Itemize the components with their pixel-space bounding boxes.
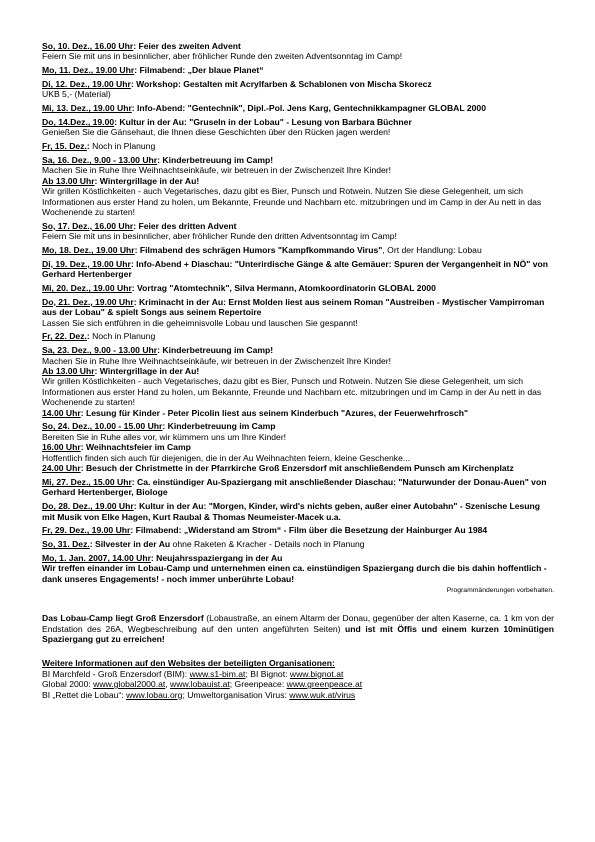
event-title: Kinderbetreuung im Camp! xyxy=(162,155,274,165)
event-title: Kinderbetreuung im Camp! xyxy=(162,345,274,356)
org-label: Global 2000: xyxy=(42,679,94,690)
event-subitem: 24.00 Uhr: Besuch der Christmette in der Pfarrkirche Groß Enzersdorf mit anschließendem Punsch am Kirchenplatz xyxy=(42,463,514,474)
program-change-note: Programmänderungen vorbehalten. xyxy=(446,587,554,595)
event-date: Mo, 18. Dez., 19.00 Uhr xyxy=(42,245,135,256)
location-body: (Lobaustraße, an einem Altarm der Donau, gegenüber der alten Kaserne, ca. 1 km von der Endstation des 26A, Wegbeschreibung auf den unten angeführten Seiten) xyxy=(42,613,554,634)
event-description: Machen Sie in Ruhe Ihre Weihnachtseinkäufe, wir betreuen in der Zwischenzeit Ihre Kinder! xyxy=(42,165,392,176)
event-date: So, 17. Dez., 16.00 Uhr xyxy=(42,220,134,231)
event-date: Mo, 11. Dez., 19.00 Uhr xyxy=(42,65,135,76)
info-section xyxy=(42,658,554,700)
event-title: Feier des zweiten Advent xyxy=(138,41,241,51)
event-date: Do, 21. Dez., 19.00 Uhr xyxy=(42,296,134,307)
event-tail: , Ort der Handlung: Lobau xyxy=(382,245,482,256)
event-date: Do, 28. Dez., 19.00 Uhr xyxy=(42,501,134,512)
event-date: Di, 12. Dez., 19.00 Uhr xyxy=(42,79,131,89)
event-title: Workshop: Gestalten mit Acrylfarben & Schablonen von Mischa Skorecz xyxy=(136,79,432,89)
link-lobau-org[interactable]: www.lobau.org xyxy=(126,689,183,700)
event-date: Di, 19. Dez., 19.00 Uhr xyxy=(42,258,131,269)
event-description: Wir treffen einander im Lobau-Camp und unternehmen einen ca. einstündigen Spaziergang durch die bis dahin hoffentlich - dank unseres Engagements! - noch immer unberührte Lobau! xyxy=(42,563,547,584)
link-bignot[interactable]: www.bignot.at xyxy=(289,668,344,679)
link-greenpeace[interactable]: www.greenpeace.at xyxy=(286,679,363,690)
event-item: Do, 28. Dez., 19.00 Uhr: Kultur in der Au: "Morgen, Kinder, wird's nichts geben, außer einer Autobahn" - Szenische Lesung mit Musik von Elke Hagen, Kurt Raubal & Thomas Neumeister-Macek u.a. xyxy=(42,501,541,522)
info-heading: Weitere Informationen auf den Websites der beteiligten Organisationen: xyxy=(42,658,335,669)
event-item: Di, 19. Dez., 19.00 Uhr: Info-Abend + Diaschau: "Unterirdische Gänge & alte Gemäuer: Spuren der Vergangenheit in NÖ" von Gerhard Hertenberger xyxy=(42,258,548,280)
event-sub-time: 14.00 Uhr xyxy=(42,407,81,418)
event-sub-description: Hoffentlich finden sich auch für diejenigen, die in der Au Weihnachten feiern, kleine Geschenke... xyxy=(42,452,411,463)
event-date: Mi, 20. Dez., 19.00 Uhr xyxy=(42,283,132,294)
event-description: Lassen Sie sich entführen in die geheimnisvolle Lobau und lauschen Sie gespannt! xyxy=(42,317,358,328)
event-item: Fr, 29. Dez., 19.00 Uhr: Filmabend: „Widerstand am Strom“ - Film über die Besetzung der Hainburger Au 1984 xyxy=(42,525,488,536)
event-date: Mo, 1. Jan. 2007, 14.00 Uhr xyxy=(42,552,151,563)
separator: , xyxy=(165,679,171,690)
info-line xyxy=(42,679,554,689)
event-status: Noch in Planung xyxy=(92,331,156,342)
event-date: Mi, 27. Dez., 15.00 Uhr xyxy=(42,476,132,487)
event-description: Feiern Sie mit uns in besinnlicher, aber fröhlicher Runde den dritten Adventsonntag im Camp! xyxy=(42,231,397,242)
event-title: Kriminacht in der Au: Ernst Molden liest aus seinem Roman "Austreiben - Mystischer Vampirroman aus der Lobau" & spielt Songs aus seinem Repertoire xyxy=(42,296,545,318)
location-lead: Das Lobau-Camp liegt Groß Enzersdorf xyxy=(42,613,204,624)
event-title: Filmabend des schrägen Humors "Kampfkommando Virus" xyxy=(139,245,383,256)
event-subitem: 16.00 Uhr: Weihnachtsfeier im Camp xyxy=(42,442,191,453)
event-date: Sa, 23. Dez., 9.00 - 13.00 Uhr xyxy=(42,345,158,356)
event-title: Vortrag "Atomtechnik", Silva Hermann, Atomkoordinatorin GLOBAL 2000 xyxy=(137,283,436,294)
event-item: Fr, 15. Dez.: Noch in Planung xyxy=(42,141,156,152)
event-date: So, 10. Dez., 16.00 Uhr xyxy=(42,41,134,51)
event-date: Mi, 13. Dez., 19.00 Uhr xyxy=(42,103,132,114)
event-sub-time: Ab 13.00 Uhr xyxy=(42,175,95,186)
event-title: Neujahrsspaziergang in der Au xyxy=(156,552,283,563)
event-date: So, 24. Dez., 10.00 - 15.00 Uhr xyxy=(42,421,163,432)
org-label: BI „Rettet die Lobau“: xyxy=(42,689,127,700)
info-line xyxy=(42,690,554,700)
event-item: So, 17. Dez., 16.00 Uhr: Feier des dritten Advent Feiern Sie mit uns in besinnlicher, aber fröhlicher Runde den dritten Adventsonntag im Camp! xyxy=(42,221,554,242)
event-item: Di, 12. Dez., 19.00 Uhr: Workshop: Gestalten mit Acrylfarben & Schablonen von Mischa Skorecz UKB 5,- (Material) xyxy=(42,79,554,100)
event-title: Kinderbetreuung im Camp xyxy=(167,421,276,432)
event-title: Kultur in der Au: "Gruseln in der Lobau" - Lesung von Barbara Büchner xyxy=(119,117,412,127)
event-item: Do, 14.Dez., 19.00: Kultur in der Au: "Gruseln in der Lobau" - Lesung von Barbara Büchner Genießen Sie die Gänsehaut, die Ihnen diese Geschichten über den Rücken jagen werden! xyxy=(42,117,554,138)
event-title: Feier des dritten Advent xyxy=(138,220,237,231)
event-item: Fr, 22. Dez.: Noch in Planung xyxy=(42,331,156,342)
location-tail: und ist mit Öffis und einem kurzen 10minütigen Spaziergang gut zu erreichen! xyxy=(42,623,554,644)
event-title: Filmabend: „Widerstand am Strom“ - Film über die Besetzung der Hainburger Au 1984 xyxy=(135,525,488,536)
event-title: Ca. einstündiger Au-Spaziergang mit anschließender Diaschau: "Naturwunder der Donau-Auen" von Gerhard Hertenberger, Biologe xyxy=(42,476,547,498)
event-program xyxy=(42,41,554,700)
link-lobauist[interactable]: www.lobauist.at xyxy=(170,679,230,690)
event-description: Machen Sie in Ruhe Ihre Weihnachtseinkäufe, wir betreuen in der Zwischenzeit Ihre Kinder! xyxy=(42,355,392,366)
event-sub-title: Lesung für Kinder - Peter Picolin liest aus seinem Kinderbuch "Azures, der Feuerwehrfrosch" xyxy=(85,407,469,418)
event-description: Bereiten Sie in Ruhe alles vor, wir kümmern uns um Ihre Kinder! xyxy=(42,431,287,442)
event-item: So, 24. Dez., 10.00 - 15.00 Uhr: Kinderbetreuung im Camp Bereiten Sie in Ruhe alles vor, wir kümmern uns um Ihre Kinder! 16.00 Uhr: Weihnachtsfeier im Camp Hoffentlich finden sich auch für diejenigen, die in der Au Weihnachten feiern, kleine Geschenke... 24.00 Uhr: Besuch der Christmette in der Pfarrkirche Groß Enzersdorf mit anschließendem Punsch am Kirchenplatz xyxy=(42,421,554,473)
event-description: Feiern Sie mit uns in besinnlicher, aber fröhlicher Runde den zweiten Adventsonntag im Camp! xyxy=(42,51,403,62)
info-line xyxy=(42,669,554,679)
event-item: Sa, 23. Dez., 9.00 - 13.00 Uhr: Kinderbetreuung im Camp! Machen Sie in Ruhe Ihre Weihnachtseinkäufe, wir betreuen in der Zwischenzeit Ihre Kinder! Ab 13.00 Uhr: Wintergrillage in der Au! Wir grillen Köstlichkeiten - auch Vegetarisches, dazu gibt es Bier, Punsch und Rotwein. Nutzen Sie diese Gelegenheit, um sich Informationen aus erster Hand zu holen, um Bekannte, Freunde und Nachbarn etc. mitzubringen und im Camp in der Au nett in das Wochenende zu starten! 14.00 Uhr: Lesung für Kinder - Peter Picolin liest aus seinem Kinderbuch "Azures, der Feuerwehrfrosch" xyxy=(42,345,554,418)
event-item: Mo, 1. Jan. 2007, 14.00 Uhr: Neujahrsspaziergang in der Au Wir treffen einander im Lobau-Camp und unternehmen einen ca. einstündigen Spaziergang durch die bis dahin hoffentlich - dank unseres Engagements! - noch immer unberührte Lobau! xyxy=(42,553,554,584)
event-item: Mi, 27. Dez., 15.00 Uhr: Ca. einstündiger Au-Spaziergang mit anschließender Diaschau: "Naturwunder der Donau-Auen" von Gerhard Hertenberger, Biologe xyxy=(42,476,547,498)
event-sub-description: Wir grillen Köstlichkeiten - auch Vegetarisches, dazu gibt es Bier, Punsch und Rotwein. Nutzen Sie diese Gelegenheit, um sich Informationen aus erster Hand zu holen, um Bekannte, Freunde und Nachbarn etc. mitzubringen und im Camp in der Au nett in das Wochenende zu starten! xyxy=(42,186,542,218)
event-date: Fr, 22. Dez. xyxy=(42,331,87,342)
event-title: Info-Abend: "Gentechnik", Dipl.-Pol. Jens Karg, Gentechnikkampagner GLOBAL 2000 xyxy=(137,103,486,114)
event-description: UKB 5,- (Material) xyxy=(42,89,111,100)
org-label: ; Umweltorganisation Virus: xyxy=(182,689,290,700)
link-wuk-virus[interactable]: www.wuk.at/virus xyxy=(289,689,356,700)
event-tail: ohne Raketen & Kracher - Details noch in Planung xyxy=(170,539,365,550)
event-sub-title: Wintergrillage in der Au! xyxy=(99,175,200,186)
event-sub-title: Besuch der Christmette in der Pfarrkirche Groß Enzersdorf mit anschließendem Punsch am Kirchenplatz xyxy=(85,463,514,474)
org-label: ; BI Bignot: xyxy=(245,668,290,679)
event-date: So, 31. Dez. xyxy=(42,539,90,550)
org-label: BI Marchfeld - Groß Enzersdorf (BIM): xyxy=(42,668,190,679)
event-date: Fr, 29. Dez., 19.00 Uhr xyxy=(42,525,131,536)
event-item: Mo, 11. Dez., 19.00 Uhr: Filmabend: „Der blaue Planet“ xyxy=(42,65,264,76)
event-sub-time: 24.00 Uhr xyxy=(42,463,81,474)
event-title: Silvester in der Au xyxy=(95,539,171,550)
event-title: Kultur in der Au: "Morgen, Kinder, wird's nichts geben, außer einer Autobahn" - Szenische Lesung mit Musik von Elke Hagen, Kurt Raubal & Thomas Neumeister-Macek u.a. xyxy=(42,501,541,522)
event-date: Sa, 16. Dez., 9.00 - 13.00 Uhr xyxy=(42,155,158,165)
event-status: Noch in Planung xyxy=(92,141,156,152)
event-item: Mi, 20. Dez., 19.00 Uhr: Vortrag "Atomtechnik", Silva Hermann, Atomkoordinatorin GLOBAL 2000 xyxy=(42,283,436,294)
event-sub-title: Wintergrillage in der Au! xyxy=(99,366,200,377)
event-item: Do, 21. Dez., 19.00 Uhr: Kriminacht in der Au: Ernst Molden liest aus seinem Roman "Austreiben - Mystischer Vampirroman aus der Lobau" & spielt Songs aus seinem Repertoire Lassen Sie sich entführen in die geheimnisvolle Lobau und lauschen Sie gespannt! xyxy=(42,297,554,328)
location-paragraph xyxy=(42,613,554,644)
event-subitem: 14.00 Uhr: Lesung für Kinder - Peter Picolin liest aus seinem Kinderbuch "Azures, der Feuerwehrfrosch" xyxy=(42,407,469,418)
event-title: Info-Abend + Diaschau: "Unterirdische Gänge & alte Gemäuer: Spuren der Vergangenheit in NÖ" von Gerhard Hertenberger xyxy=(42,258,548,280)
event-item: So, 10. Dez., 16.00 Uhr: Feier des zweiten Advent Feiern Sie mit uns in besinnlicher, aber fröhlicher Runde den zweiten Adventsonntag im Camp! xyxy=(42,41,554,62)
event-item: So, 31. Dez.: Silvester in der Au ohne Raketen & Kracher - Details noch in Planung xyxy=(42,539,365,550)
event-subitem: Ab 13.00 Uhr: Wintergrillage in der Au! xyxy=(42,175,200,186)
org-label: ; Greenpeace: xyxy=(229,679,287,690)
event-sub-time: 16.00 Uhr xyxy=(42,442,81,453)
link-global2000[interactable]: www.global2000.at xyxy=(93,679,166,690)
event-sub-title: Weihnachtsfeier im Camp xyxy=(85,442,191,453)
event-sub-time: Ab 13.00 Uhr xyxy=(42,366,95,377)
event-subitem: Ab 13.00 Uhr: Wintergrillage in der Au! xyxy=(42,366,200,377)
event-description: Genießen Sie die Gänsehaut, die Ihnen diese Geschichten über den Rücken jagen werden! xyxy=(42,127,391,138)
event-item: Sa, 16. Dez., 9.00 - 13.00 Uhr: Kinderbetreuung im Camp! Machen Sie in Ruhe Ihre Weihnachtseinkäufe, wir betreuen in der Zwischenzeit Ihre Kinder! Ab 13.00 Uhr: Wintergrillage in der Au! Wir grillen Köstlichkeiten - auch Vegetarisches, dazu gibt es Bier, Punsch und Rotwein. Nutzen Sie diese Gelegenheit, um sich Informationen aus erster Hand zu holen, um Bekannte, Freunde und Nachbarn etc. mitzubringen und im Camp in der Au nett in das Wochenende zu starten! xyxy=(42,155,554,217)
event-date: Do, 14.Dez., 19.00 xyxy=(42,117,115,127)
event-item: Mo, 18. Dez., 19.00 Uhr: Filmabend des schrägen Humors "Kampfkommando Virus", Ort der Handlung: Lobau xyxy=(42,245,482,256)
event-sub-description: Wir grillen Köstlichkeiten - auch Vegetarisches, dazu gibt es Bier, Punsch und Rotwein. Nutzen Sie diese Gelegenheit, um sich Informationen aus erster Hand zu holen, um Bekannte, Freunde und Nachbarn etc. mitzubringen und im Camp in der Au nett in das Wochenende zu starten! xyxy=(42,376,542,408)
event-item: Mi, 13. Dez., 19.00 Uhr: Info-Abend: "Gentechnik", Dipl.-Pol. Jens Karg, Gentechnikkampagner GLOBAL 2000 xyxy=(42,103,486,114)
event-title: Filmabend: „Der blaue Planet“ xyxy=(139,65,264,76)
event-date: Fr, 15. Dez. xyxy=(42,141,87,152)
link-s1-bim[interactable]: www.s1-bim.at xyxy=(189,668,246,679)
